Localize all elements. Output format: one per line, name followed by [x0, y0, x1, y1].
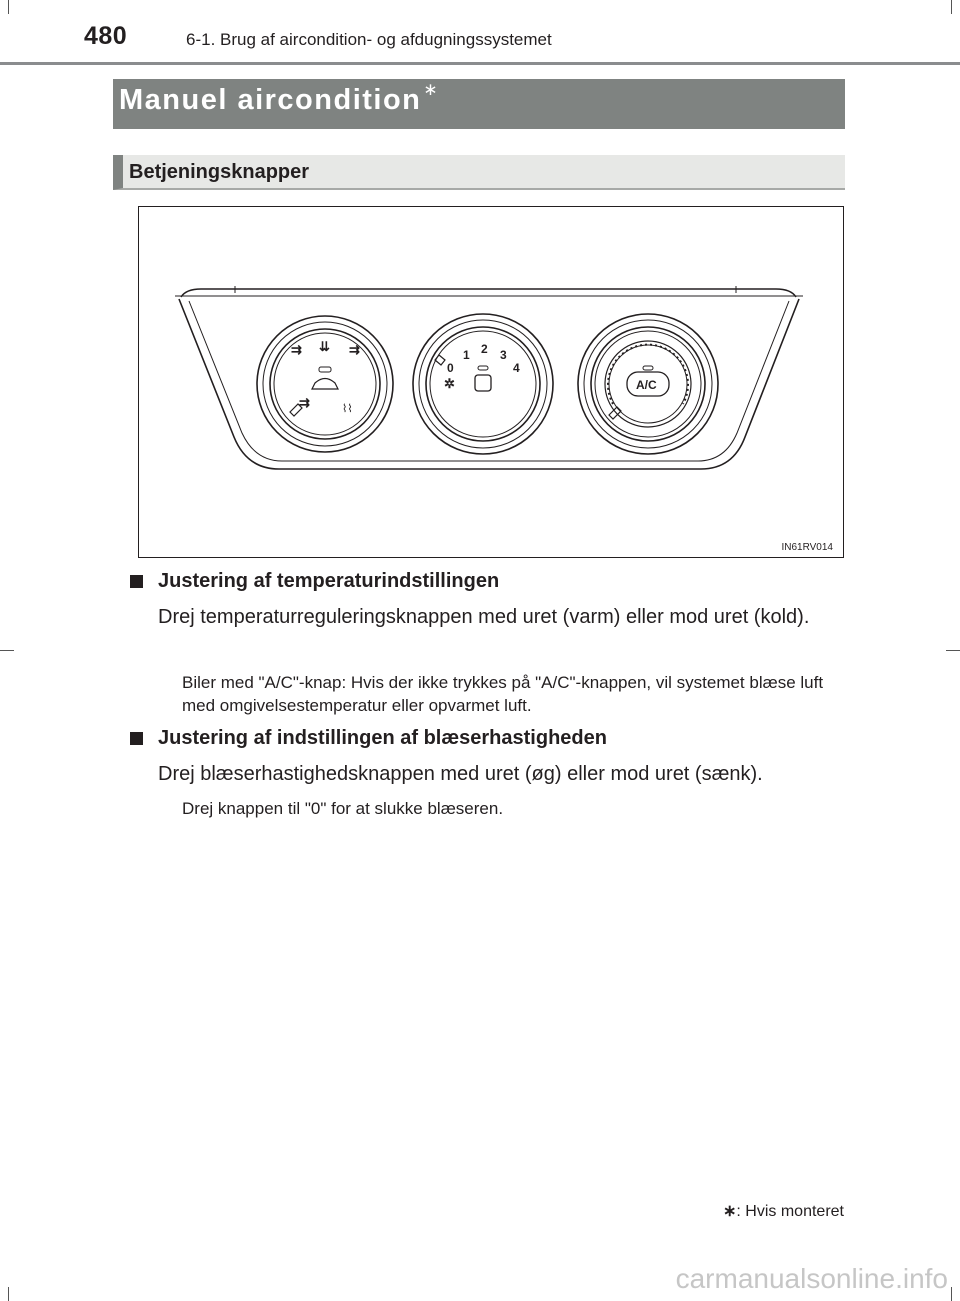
crop-mark	[0, 650, 14, 651]
fan-icon: ✲	[444, 376, 455, 391]
item-note: Drej knappen til "0" for at slukke blæseren.	[182, 799, 504, 818]
figure-code: IN61RV014	[781, 542, 833, 553]
control-panel-illustration	[139, 207, 843, 557]
svg-text:⇉: ⇉	[299, 395, 310, 410]
header-rule	[0, 62, 960, 65]
item-heading: Justering af indstillingen af blæserhastigheden	[158, 727, 607, 749]
chapter-title: 6-1. Brug af aircondition- og afdugningssystemet	[186, 30, 552, 49]
subsection-title: Betjeningsknapper	[129, 161, 310, 183]
footnote	[723, 1201, 844, 1221]
fan-speed-1: 1	[463, 348, 470, 362]
ac-button-label: A/C	[636, 378, 657, 392]
crop-mark	[8, 1287, 9, 1301]
bullet-square-icon	[130, 575, 143, 588]
crop-mark	[946, 650, 960, 651]
footnote-text: : Hvis monteret	[736, 1203, 844, 1220]
svg-text:⇉: ⇉	[291, 342, 302, 357]
item-body: Drej blæserhastighedsknappen med uret (øg) eller mod uret (sænk).	[158, 763, 763, 785]
section-title-text: Manuel aircondition	[119, 84, 422, 116]
fan-speed-2: 2	[481, 342, 488, 356]
crop-mark	[951, 0, 952, 14]
page-number: 480	[84, 22, 128, 50]
control-panel-figure	[138, 206, 844, 558]
item-heading: Justering af temperaturindstillingen	[158, 570, 500, 592]
crop-mark	[951, 1287, 952, 1301]
fan-speed-3: 3	[500, 348, 507, 362]
svg-text:⇉: ⇉	[349, 342, 360, 357]
item-note: Biler med "A/C"-knap: Hvis der ikke trykkes på "A/C"-knappen, vil systemet blæse luft med omgivelsestemperatur eller opvarmet luft.	[182, 673, 824, 715]
item-body: Drej temperaturreguleringsknappen med uret (varm) eller mod uret (kold).	[158, 606, 810, 628]
fan-speed-0: 0	[447, 361, 454, 375]
footnote-marker: ∗	[723, 1203, 737, 1220]
crop-mark	[8, 0, 9, 14]
section-title	[119, 80, 440, 117]
subsection-banner	[113, 155, 845, 190]
svg-text:⌇⌇: ⌇⌇	[342, 403, 353, 415]
watermark: carmanualsonline.info	[675, 1263, 948, 1294]
optional-marker: ∗	[423, 80, 440, 99]
svg-text:⇊: ⇊	[319, 339, 330, 354]
fan-speed-4: 4	[513, 361, 520, 375]
section-banner	[113, 79, 845, 129]
bullet-square-icon	[130, 732, 143, 745]
